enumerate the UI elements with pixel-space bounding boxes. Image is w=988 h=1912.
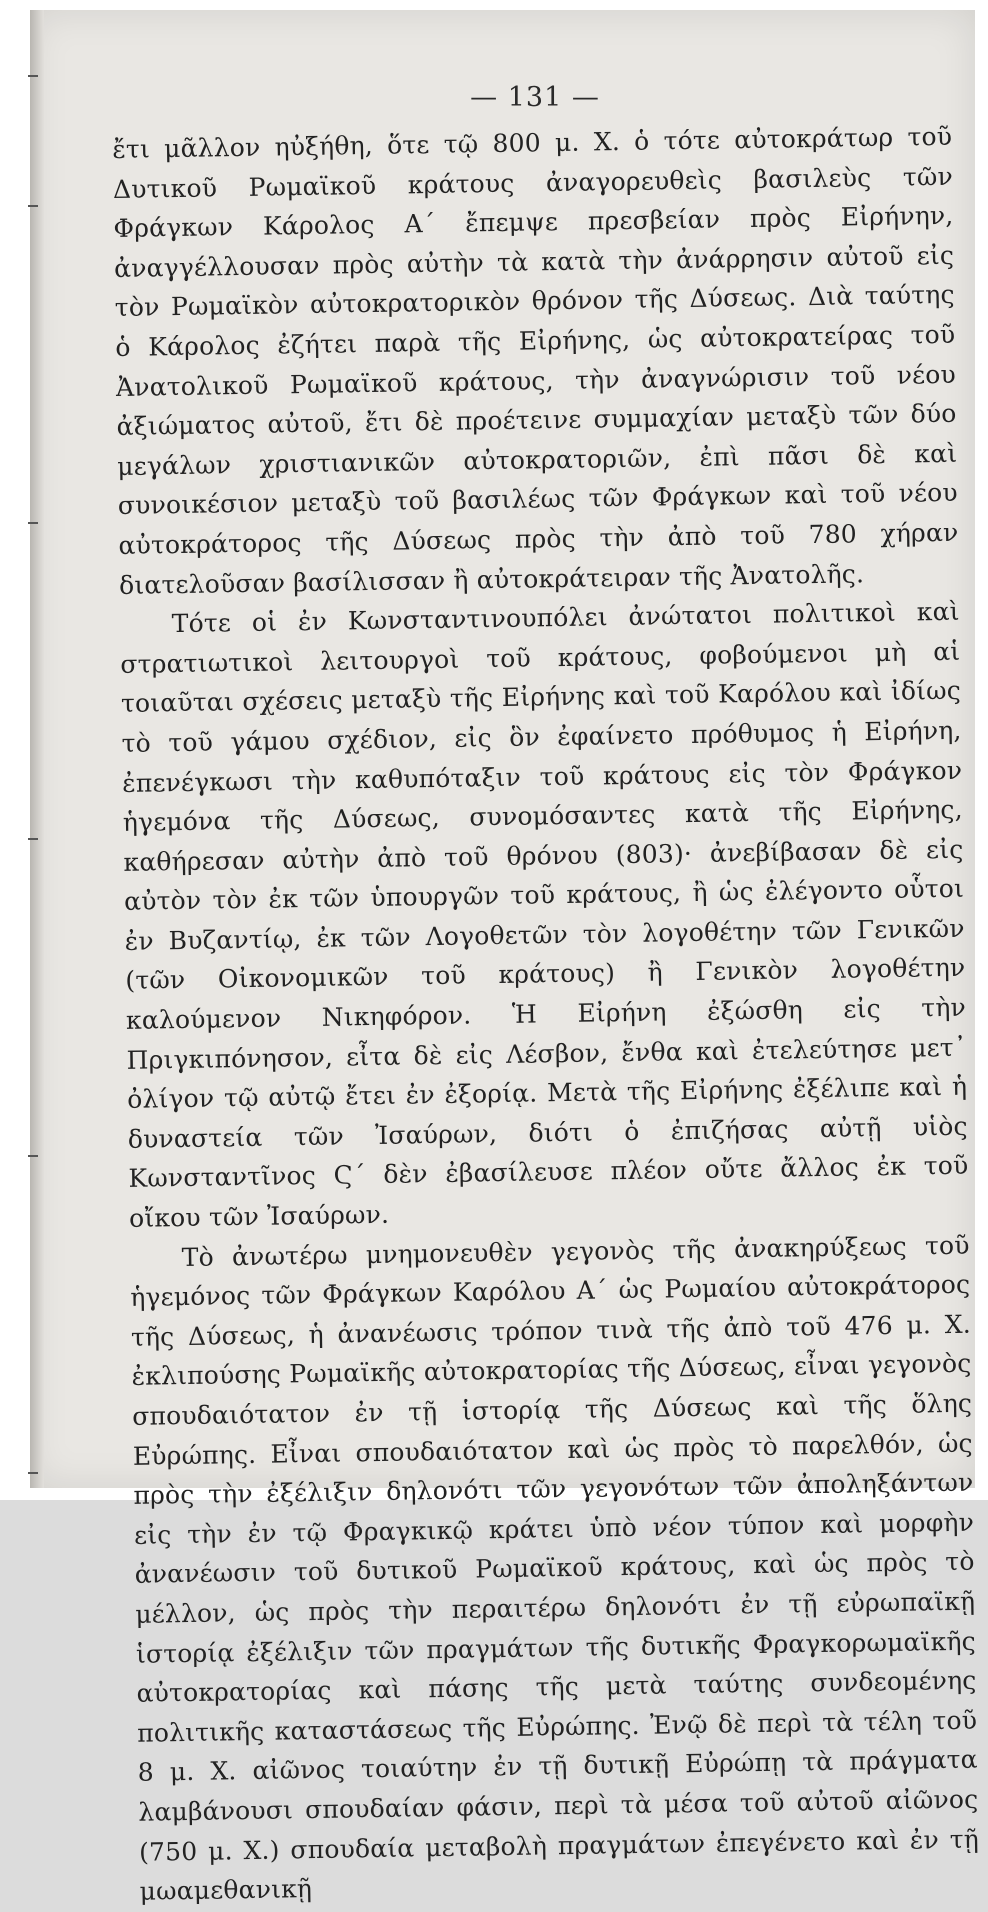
paragraph-3: Τὸ ἀνωτέρω μνημονευθὲν γεγονὸς τῆς ἀνακηρύξεως τοῦ ἡγεμόνος τῶν Φράγκων Καρόλου Α΄ ὡς Ρωμαίου αὐτοκράτορος τῆς Δύσεως, ἡ ἀνανέωσις τρόπον τινὰ τῆς ἀπὸ τοῦ 476 μ. Χ. ἐκλιπούσης Ρωμαϊκῆς αὐτοκρατορίας τῆς Δύσεως, εἶναι γεγονὸς σπουδαιότατον ἐν τῇ ἱστορίᾳ τῆς Δύσεως καὶ τῆς ὅλης Εὐρώπης. Εἶναι σπουδαιότατον καὶ ὡς πρὸς τὸ παρελθόν, ὡς πρὸς τὴν ἐξέλιξιν δηλονότι τῶν γεγονότων τῶν ἀποληξάντων εἰς τὴν ἐν τῷ Φραγκικῷ κράτει ὑπὸ νέον τύπον καὶ μορφὴν ἀνανέωσιν τοῦ δυτικοῦ Ρωμαϊκοῦ κράτους, καὶ ὡς πρὸς τὸ μέλλον, ὡς πρὸς τὴν περαιτέρω δηλονότι ἐν τῇ εὐρωπαϊκῇ ἱστορίᾳ ἐξέλιξιν τῶν πραγμάτων τῆς δυτικῆς Φραγκορωμαϊκῆς αὐτοκρατορίας καὶ πάσης τῆς μετὰ ταύτης συνδεομένης πολιτικῆς καταστάσεως τῆς Εὐρώπης. Ἐνῷ δὲ περὶ τὰ τέλη τοῦ 8 μ. Χ. αἰῶνος τοιαύτην ἐν τῇ δυτικῇ Εὐρώπῃ τὰ πράγματα λαμβάνουσι σπουδαίαν φάσιν, περὶ τὰ μέσα τοῦ αὐτοῦ αἰῶνος (750 μ. Χ.) σπουδαία μεταβολὴ πραγμάτων ἐπεγένετο καὶ ἐν τῇ μωαμεθανικῇ: [130, 1230, 980, 1906]
body-text: [112, 117, 980, 1912]
edge-mark: [28, 522, 38, 524]
edge-mark: [28, 838, 38, 840]
page-gutter-shadow: [30, 10, 44, 1488]
edge-mark: [28, 1472, 38, 1474]
edge-mark: [28, 1155, 38, 1157]
paragraph-2: Τότε οἱ ἐν Κωνσταντινουπόλει ἀνώτατοι πολιτικοὶ καὶ στρατιωτικοὶ λειτουργοὶ τοῦ κράτους, φοβούμενοι μὴ αἱ τοιαῦται σχέσεις μεταξὺ τῆς Εἰρήνης καὶ τοῦ Καρόλου καὶ ἰδίως τὸ τοῦ γάμου σχέδιον, εἰς ὃν ἐφαίνετο πρόθυμος ἡ Εἰρήνη, ἐπενέγκωσι τὴν καθυπόταξιν τοῦ κράτους εἰς τὸν Φράγκον ἡγεμόνα τῆς Δύσεως, συνομόσαντες κατὰ τῆς Εἰρήνης, καθήρεσαν αὐτὴν ἀπὸ τοῦ θρόνου (803)· ἀνεβίβασαν δὲ εἰς αὐτὸν τὸν ἐκ τῶν ὑπουργῶν τοῦ κράτους, ἢ ὡς ἐλέγοντο οὗτοι ἐν Βυζαντίῳ, ἐκ τῶν Λογοθετῶν τὸν λογοθέτην τῶν Γενικῶν (τῶν Οἰκονομικῶν τοῦ κράτους) ἢ Γενικὸν λογοθέτην καλούμενον Νικηφόρον. Ἡ Εἰρήνη ἐξώσθη εἰς τὴν Πριγκιπόνησον, εἶτα δὲ εἰς Λέσβον, ἔνθα καὶ ἐτελεύτησε μετ᾽ ὀλίγον τῷ αὐτῷ ἔτει ἐν ἐξορίᾳ. Μετὰ τῆς Εἰρήνης ἐξέλιπε καὶ ἡ δυναστεία τῶν Ἰσαύρων, διότι ὁ ἐπιζήσας αὐτῇ υἱὸς Κωνσταντῖνος Ϛ΄ δὲν ἐβασίλευσε πλέον οὔτε ἄλλος ἐκ τοῦ οἴκου τῶν Ἰσαύρων.: [120, 596, 969, 1233]
edge-mark: [28, 75, 38, 77]
edge-mark: [28, 205, 38, 207]
paragraph-1: ἔτι μᾶλλον ηὐξήθη, ὅτε τῷ 800 μ. Χ. ὁ τότε αὐτοκράτωρ τοῦ Δυτικοῦ Ρωμαϊκοῦ κράτους ἀναγορευθεὶς βασιλεὺς τῶν Φράγκων Κάρολος Α΄ ἔπεμψε πρεσβείαν πρὸς Εἰρήνην, ἀναγγέλλουσαν πρὸς αὐτὴν τὰ κατὰ τὴν ἀνάρρησιν αὐτοῦ εἰς τὸν Ρωμαϊκὸν αὐτοκρατορικὸν θρόνον τῆς Δύσεως. Διὰ ταύτης ὁ Κάρολος ἐζήτει παρὰ τῆς Εἰρήνης, ὡς αὐτοκρατείρας τοῦ Ἀνατολικοῦ Ρωμαϊκοῦ κράτους, τὴν ἀναγνώρισιν τοῦ νέου ἀξιώματος αὐτοῦ, ἔτι δὲ προέτεινε συμμαχίαν μεταξὺ τῶν δύο μεγάλων χριστιανικῶν αὐτοκρατοριῶν, ἐπὶ πᾶσι δὲ καὶ συνοικέσιον μεταξὺ τοῦ βασιλέως τῶν Φράγκων καὶ τοῦ νέου αὐτοκράτορος τῆς Δύσεως πρὸς τὴν ἀπὸ τοῦ 780 χήραν διατελοῦσαν βασίλισσαν ἢ αὐτοκράτειραν τῆς Ἀνατολῆς.: [112, 121, 959, 600]
page-number: — 131 —: [470, 82, 600, 113]
